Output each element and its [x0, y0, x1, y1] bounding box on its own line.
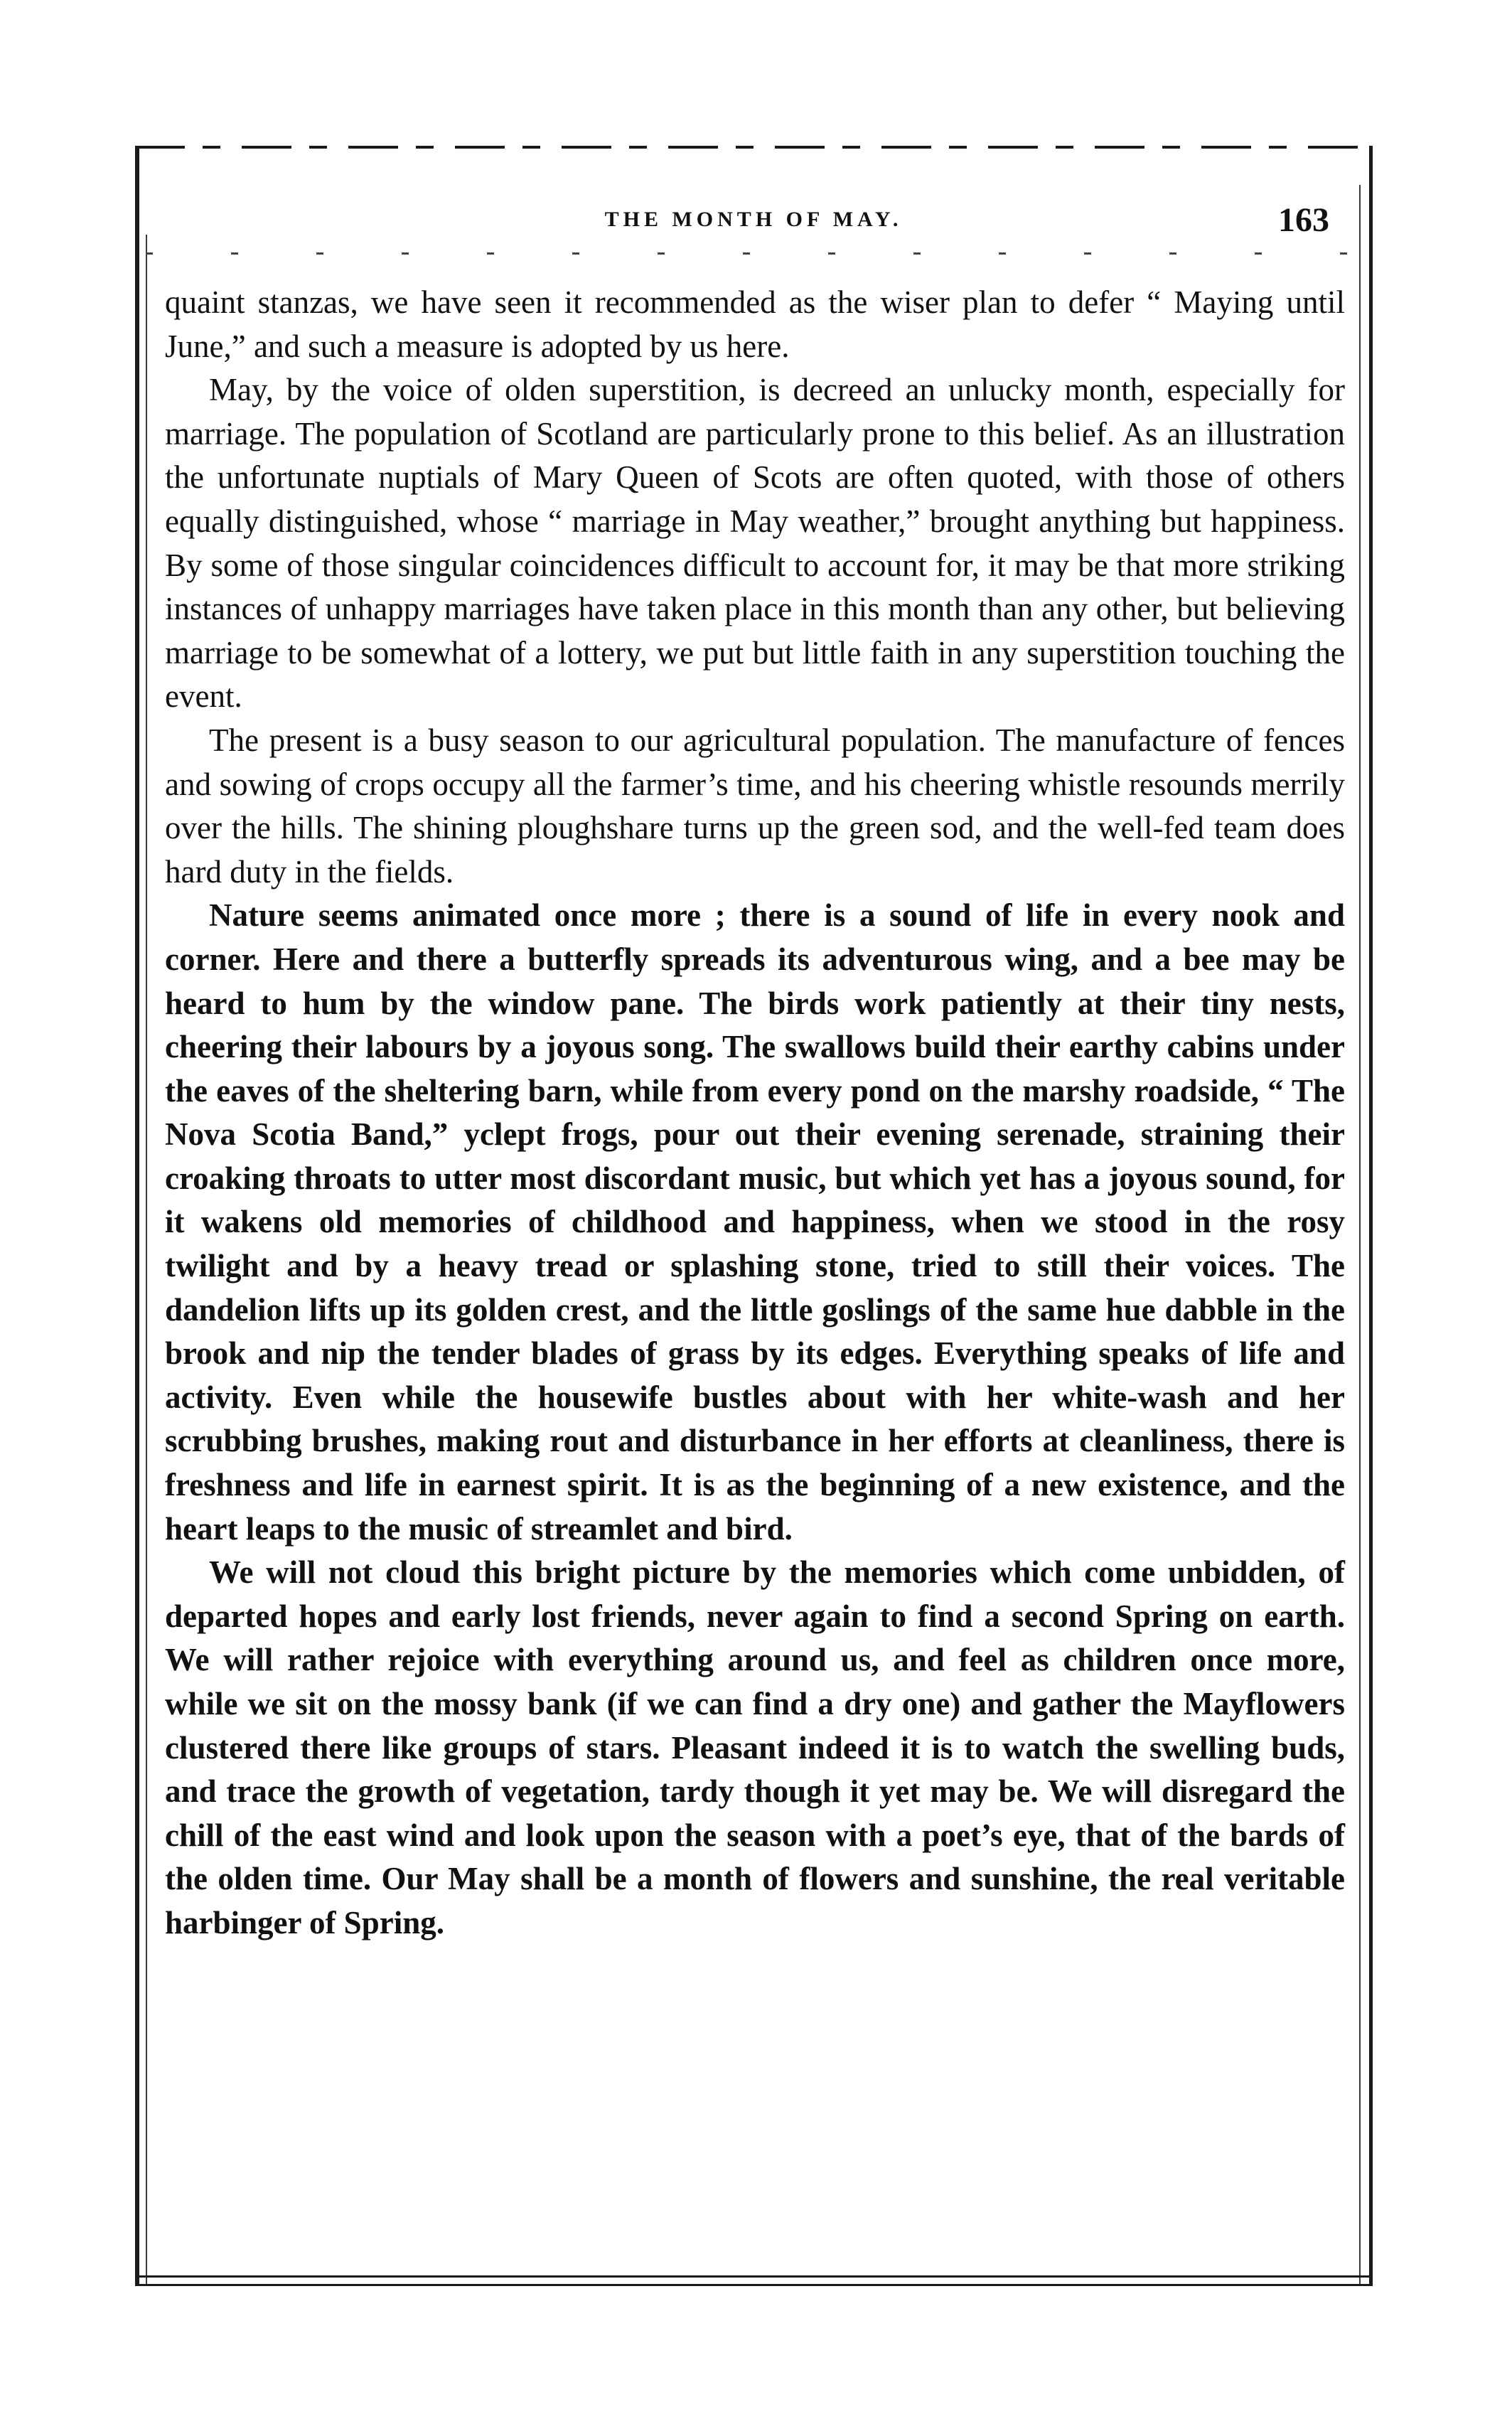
bottom-border-rule — [135, 2275, 1373, 2278]
right-border-rule — [1369, 146, 1373, 2286]
paragraph: May, by the voice of olden superstition, is decreed an unlucky month, especially for marriage. The population of Scotland are particularly prone to this belief. As an illustration the unfortunate nuptials of Mary Queen of Scots are often quoted, with those of others equally distinguished, whose “ marriage in May weather,” brought anything but happiness. By some of those singular coincidences difficult to account for, it may be that more striking instances of unhappy marriages have taken place in this month than any other, but believing marriage to be somewhat of a lottery, we put but little faith in any superstition touching the event. — [165, 372, 1345, 715]
header-divider — [146, 252, 1359, 255]
paragraph: The present is a busy season to our agricultural population. The manufacture of fences and sowing of crops occupy all the farmer’s time, and his cheering whistle resounds merrily over the hills. The shining ploughshare turns up the green sod, and the well-fed team does hard duty in the fields. — [165, 722, 1345, 890]
bottom-border-rule-outer — [135, 2284, 1373, 2286]
running-title: THE MONTH OF MAY. — [604, 208, 903, 231]
left-inner-border-rule — [146, 235, 147, 2286]
paragraph: Nature seems animated once more ; there is a sound of life in every nook and corner. Here and there a butterfly spreads its adventurous wing, and a bee may be heard to hum by the window pane. The birds work patiently at their tiny nests, cheering their labours by a joyous song. The swallows build their earthy cabins under the eaves of the sheltering barn, while from every pond on the marshy roadside, “ The Nova Scotia Band,” yclept frogs, pour out their evening serenade, straining their croaking throats to utter most discordant music, but which yet has a joyous sound, for it wakens old memories of childhood and happiness, when we stood in the rosy twilight and by a heavy tread or splashing stone, tried to still their voices. The dandelion lifts up its golden crest, and the little goslings of the same hue dabble in the brook and nip the tender blades of grass by its edges. Everything speaks of life and activity. Even while the housewife bustles about with her white-wash and her scrubbing brushes, making rout and disturbance in her efforts at cleanliness, there is freshness and life in earnest spirit. It is as the beginning of a new existence, and the heart leaps to the music of streamlet and bird. — [165, 897, 1345, 1547]
paragraph-continued: quaint stanzas, we have seen it recommended as the wiser plan to defer “ Maying until June,” and such a measure is adopted by us here. — [165, 284, 1345, 364]
page-header — [163, 201, 1344, 243]
right-inner-border-rule — [1359, 185, 1361, 2286]
top-border-rule — [135, 146, 1373, 149]
paragraph: We will not cloud this bright picture by the memories which come unbidden, of departed hopes and early lost friends, never again to find a second Spring on earth. We will rather rejoice with everything around us, and feel as children once more, while we sit on the mossy bank (if we can find a dry one) and gather the Mayflowers clustered there like groups of stars. Pleasant indeed it is to watch the swelling buds, and trace the growth of vegetation, tardy though it yet may be. We will disregard the chill of the east wind and look upon the season with a poet’s eye, that of the bards of the olden time. Our May shall be a month of flowers and sunshine, the real veritable harbinger of Spring. — [165, 1554, 1345, 1940]
left-border-rule — [135, 146, 139, 2286]
page-body — [165, 281, 1345, 1945]
page-number: 163 — [1278, 201, 1329, 239]
